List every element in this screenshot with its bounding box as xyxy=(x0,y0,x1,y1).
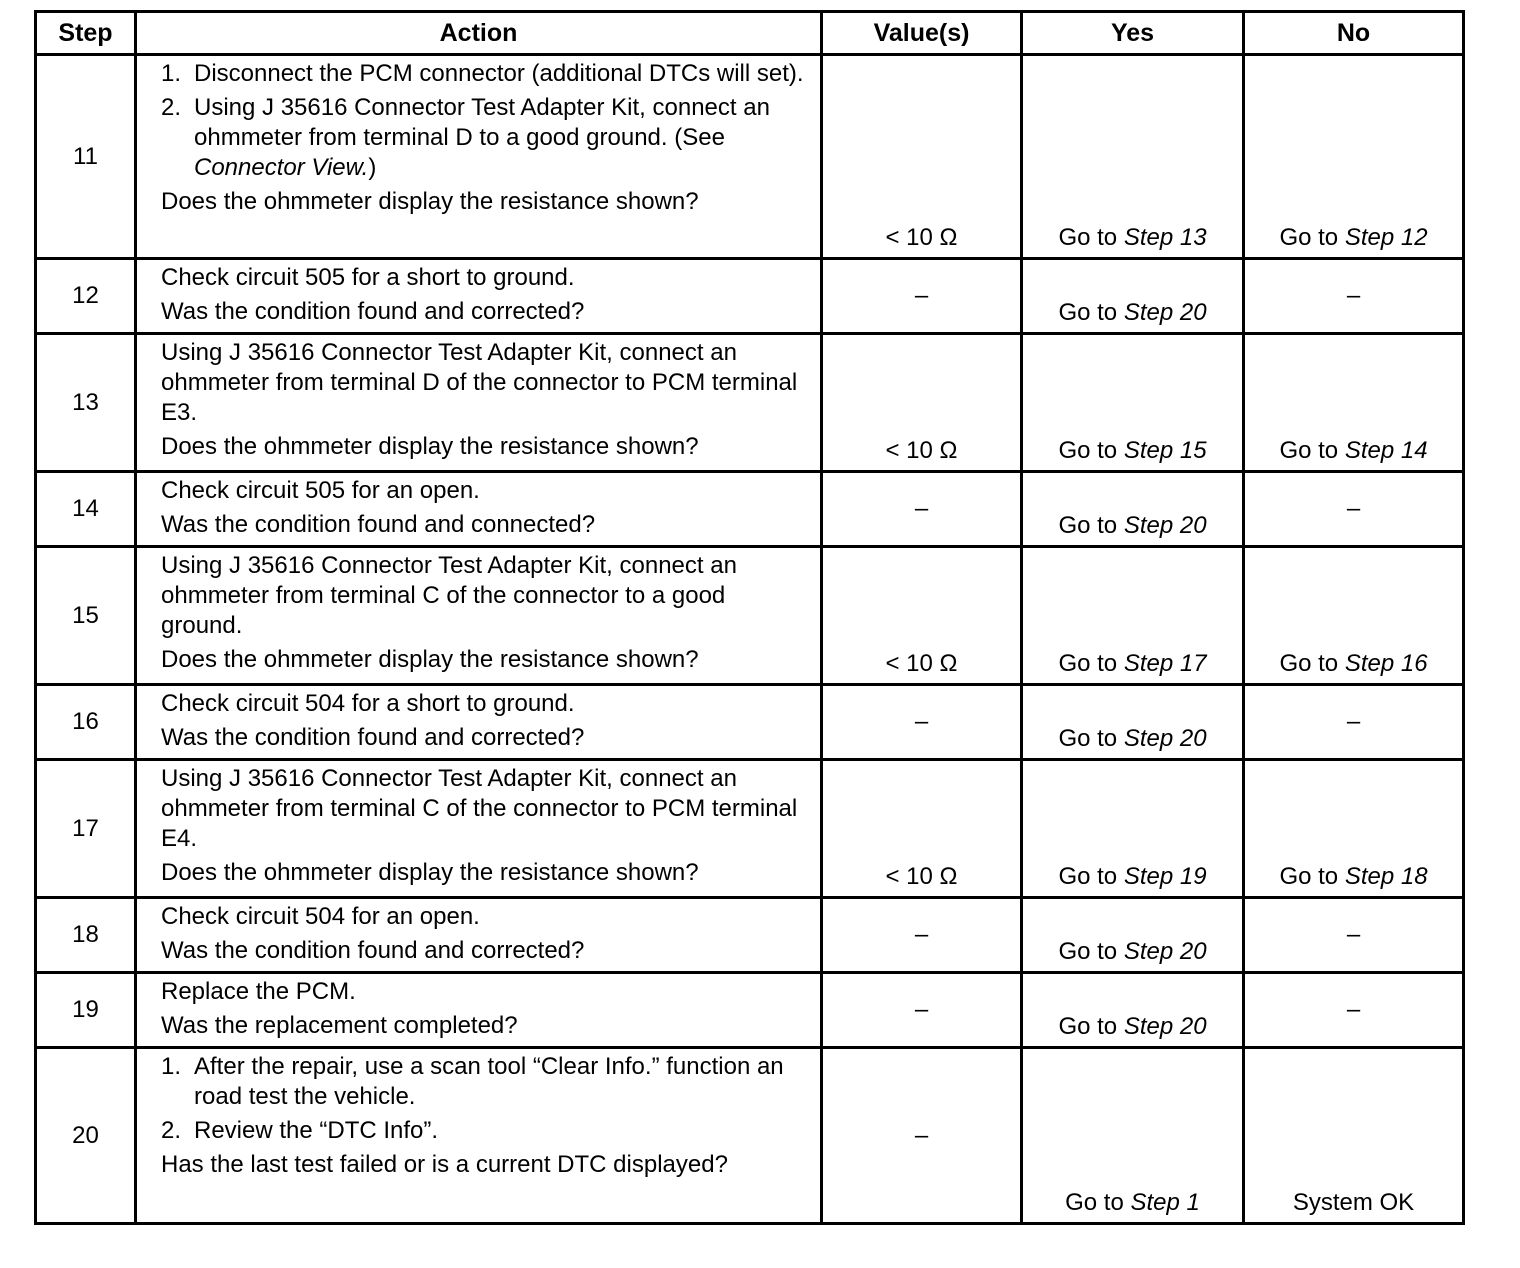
table-row xyxy=(36,973,1464,1048)
action-item xyxy=(161,93,810,183)
yes-cell xyxy=(1022,1048,1244,1224)
goto-prefix: Go to xyxy=(1058,938,1124,965)
table-row xyxy=(36,334,1464,472)
goto-step: Step 17 xyxy=(1123,650,1207,677)
action-cell xyxy=(136,55,822,259)
step-number: 13 xyxy=(36,334,136,472)
value-cell: < 10 Ω xyxy=(822,547,1022,685)
value-cell: < 10 Ω xyxy=(822,55,1022,259)
item-number: 2. xyxy=(161,1117,182,1144)
action-question: Does the ohmmeter display the resistance shown? xyxy=(161,859,699,886)
step-number: 18 xyxy=(36,898,136,973)
action-question: Was the condition found and corrected? xyxy=(161,937,585,964)
action-question: Does the ohmmeter display the resistance shown? xyxy=(161,433,699,460)
action-question: Does the ohmmeter display the resistance shown? xyxy=(161,646,699,673)
step-number: 14 xyxy=(36,472,136,547)
action-cell xyxy=(136,334,822,472)
goto-step: Step 16 xyxy=(1344,650,1428,677)
connector-view-reference: Connector View. xyxy=(194,154,369,181)
goto-prefix: Go to xyxy=(1279,650,1345,677)
goto-step: Step 15 xyxy=(1123,437,1207,464)
action-cell xyxy=(136,259,822,334)
action-question: Was the condition found and corrected? xyxy=(161,298,585,325)
action-item xyxy=(161,59,810,89)
action-question: Does the ohmmeter display the resistance shown? xyxy=(161,188,699,215)
table-row xyxy=(36,259,1464,334)
goto-step: Step 12 xyxy=(1344,224,1428,251)
action-item xyxy=(161,1116,810,1146)
table-row xyxy=(36,685,1464,760)
value-cell: – xyxy=(822,472,1022,547)
goto-step: Step 20 xyxy=(1123,725,1207,752)
no-cell: – xyxy=(1244,259,1464,334)
step-number: 11 xyxy=(36,55,136,259)
goto-prefix: Go to xyxy=(1058,650,1124,677)
action-text: Using J 35616 Connector Test Adapter Kit, connect an ohmmeter from terminal C of the connector to a good ground. xyxy=(161,552,737,639)
header-no: No xyxy=(1244,12,1464,55)
item-text-tail: ) xyxy=(368,154,377,181)
action-text: Check circuit 504 for a short to ground. xyxy=(161,690,575,717)
header-row xyxy=(36,12,1464,55)
value-cell: – xyxy=(822,973,1022,1048)
value-cell: – xyxy=(822,1048,1022,1224)
table-row xyxy=(36,1048,1464,1224)
step-number: 19 xyxy=(36,973,136,1048)
action-question: Was the condition found and corrected? xyxy=(161,724,585,751)
action-item xyxy=(161,1052,810,1112)
action-cell xyxy=(136,898,822,973)
action-text: Check circuit 505 for a short to ground. xyxy=(161,264,575,291)
header-step: Step xyxy=(36,12,136,55)
yes-cell xyxy=(1022,472,1244,547)
header-yes: Yes xyxy=(1022,12,1244,55)
item-text: Review the “DTC Info”. xyxy=(194,1117,439,1144)
no-cell xyxy=(1244,547,1464,685)
item-number: 2. xyxy=(161,94,182,121)
action-cell xyxy=(136,547,822,685)
goto-prefix: Go to xyxy=(1058,299,1124,326)
yes-cell xyxy=(1022,55,1244,259)
action-text: Using J 35616 Connector Test Adapter Kit, connect an ohmmeter from terminal C of the connector to PCM terminal E4. xyxy=(161,765,798,852)
header-action: Action xyxy=(136,12,822,55)
action-cell xyxy=(136,973,822,1048)
yes-cell xyxy=(1022,973,1244,1048)
table-row xyxy=(36,760,1464,898)
action-text: Check circuit 505 for an open. xyxy=(161,477,480,504)
goto-step: Step 18 xyxy=(1344,863,1428,890)
table-row xyxy=(36,898,1464,973)
diagnostic-table xyxy=(34,10,1465,1225)
table-row xyxy=(36,55,1464,259)
action-text: Check circuit 504 for an open. xyxy=(161,903,480,930)
goto-step: Step 14 xyxy=(1344,437,1428,464)
table-row xyxy=(36,547,1464,685)
no-cell: – xyxy=(1244,898,1464,973)
yes-cell xyxy=(1022,685,1244,760)
yes-cell xyxy=(1022,547,1244,685)
goto-prefix: Go to xyxy=(1058,224,1124,251)
goto-prefix: Go to xyxy=(1058,863,1124,890)
no-cell: – xyxy=(1244,973,1464,1048)
no-cell xyxy=(1244,55,1464,259)
action-cell xyxy=(136,760,822,898)
yes-cell xyxy=(1022,259,1244,334)
goto-step: Step 19 xyxy=(1123,863,1207,890)
no-cell: System OK xyxy=(1244,1048,1464,1224)
goto-prefix: Go to xyxy=(1058,1013,1124,1040)
value-cell: < 10 Ω xyxy=(822,760,1022,898)
action-cell xyxy=(136,685,822,760)
no-cell: – xyxy=(1244,472,1464,547)
goto-prefix: Go to xyxy=(1279,863,1345,890)
action-question: Was the condition found and connected? xyxy=(161,511,596,538)
value-cell: – xyxy=(822,685,1022,760)
yes-cell xyxy=(1022,334,1244,472)
action-question: Has the last test failed or is a current DTC displayed? xyxy=(161,1151,728,1178)
action-cell xyxy=(136,472,822,547)
goto-step: Step 20 xyxy=(1123,1013,1207,1040)
step-number: 17 xyxy=(36,760,136,898)
item-text-main: Using J 35616 Connector Test Adapter Kit, connect an ohmmeter from terminal D to a good ground. (See xyxy=(194,94,770,151)
step-number: 20 xyxy=(36,1048,136,1224)
goto-step: Step 13 xyxy=(1123,224,1207,251)
item-text: Disconnect the PCM connector (additional DTCs will set). xyxy=(194,60,804,87)
step-number: 12 xyxy=(36,259,136,334)
item-number: 1. xyxy=(161,1053,182,1080)
goto-step: Step 20 xyxy=(1123,938,1207,965)
goto-prefix: Go to xyxy=(1279,224,1345,251)
no-cell xyxy=(1244,760,1464,898)
value-cell: < 10 Ω xyxy=(822,334,1022,472)
table-row xyxy=(36,472,1464,547)
no-cell: – xyxy=(1244,685,1464,760)
item-number: 1. xyxy=(161,60,182,87)
goto-prefix: Go to xyxy=(1058,437,1124,464)
value-cell: – xyxy=(822,898,1022,973)
action-cell xyxy=(136,1048,822,1224)
item-text: After the repair, use a scan tool “Clear Info.” function an road test the vehicle. xyxy=(194,1053,784,1110)
action-question: Was the replacement completed? xyxy=(161,1012,518,1039)
item-text xyxy=(194,93,810,183)
goto-prefix: Go to xyxy=(1279,437,1345,464)
goto-prefix: Go to xyxy=(1058,725,1124,752)
action-text: Replace the PCM. xyxy=(161,978,356,1005)
value-cell: – xyxy=(822,259,1022,334)
action-text: Using J 35616 Connector Test Adapter Kit, connect an ohmmeter from terminal D of the connector to PCM terminal E3. xyxy=(161,339,798,426)
goto-prefix: Go to xyxy=(1058,512,1124,539)
header-values: Value(s) xyxy=(822,12,1022,55)
step-number: 16 xyxy=(36,685,136,760)
yes-cell xyxy=(1022,898,1244,973)
goto-step: Step 20 xyxy=(1123,299,1207,326)
goto-prefix: Go to xyxy=(1065,1189,1131,1216)
yes-cell xyxy=(1022,760,1244,898)
goto-step: Step 20 xyxy=(1123,512,1207,539)
goto-step: Step 1 xyxy=(1130,1189,1200,1216)
step-number: 15 xyxy=(36,547,136,685)
no-cell xyxy=(1244,334,1464,472)
